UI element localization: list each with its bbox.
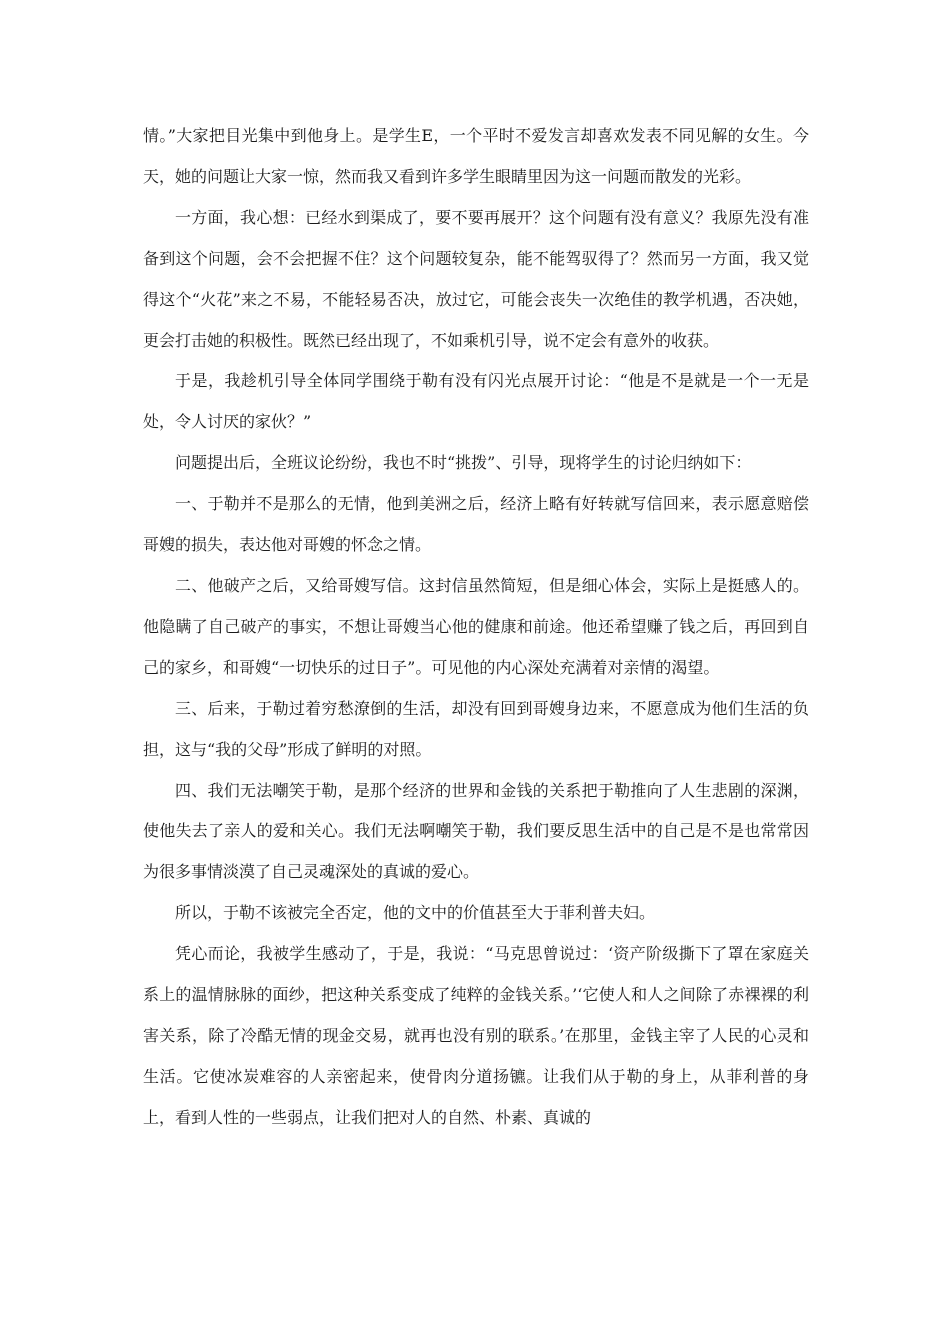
paragraph: 一方面，我心想：已经水到渠成了，要不要再展开？这个问题有没有意义？我原先没有准备到这个问题，会不会把握不住？这个问题较复杂，能不能驾驭得了？然而另一方面，我又觉得这个“火花”来之不易，不能轻易否决，放过它，可能会丧失一次绝佳的教学机遇，否决她，更会打击她的积极性。既然已经出现了，不如乘机引导，说不定会有意外的收获。 — [143, 207, 809, 350]
paragraph: 四、我们无法嘲笑于勒，是那个经济的世界和金钱的关系把于勒推向了人生悲剧的深渊，使他失去了亲人的爱和关心。我们无法啊嘲笑于勒，我们要反思生活中的自己是不是也常常因为很多事情淡漠了自己灵魂深处的真诚的爱心。 — [143, 780, 809, 882]
paragraph: 情。”大家把目光集中到他身上。是学生E，一个平时不爱发言却喜欢发表不同见解的女生。今天，她的问题让大家一惊，然而我又看到许多学生眼睛里因为这一问题而散发的光彩。 — [143, 126, 809, 186]
document-page — [143, 116, 809, 1139]
paragraph: 一、于勒并不是那么的无情，他到美洲之后，经济上略有好转就写信回来，表示愿意赔偿哥嫂的损失，表达他对哥嫂的怀念之情。 — [143, 494, 809, 555]
paragraph: 凭心而论，我被学生感动了，于是，我说：“马克思曾说过：‘资产阶级撕下了罩在家庭关系上的温情脉脉的面纱，把这种关系变成了纯粹的金钱关系。’‘它使人和人之间除了赤裸裸的利害关系，除了冷酷无情的现金交易，就再也没有别的联系。’在那里，金钱主宰了人民的心灵和生活。它使冰炭难容的人亲密起来，使骨肉分道扬镳。让我们从于勒的身上，从菲利普的身上，看到人性的一些弱点，让我们把对人的自然、朴素、真诚的 — [143, 944, 809, 1127]
paragraph: 二、他破产之后，又给哥嫂写信。这封信虽然简短，但是细心体会，实际上是挺感人的。他隐瞒了自己破产的事实，不想让哥嫂当心他的健康和前途。他还希望赚了钱之后，再回到自己的家乡，和哥嫂“一切快乐的过日子”。可见他的内心深处充满着对亲情的渴望。 — [143, 575, 809, 677]
paragraph: 于是，我趁机引导全体同学围绕于勒有没有闪光点展开讨论：“他是不是就是一个一无是处，令人讨厌的家伙？” — [143, 371, 809, 432]
paragraph: 三、后来，于勒过着穷愁潦倒的生活，却没有回到哥嫂身边来，不愿意成为他们生活的负担，这与“我的父母”形成了鲜明的对照。 — [143, 698, 809, 759]
paragraph: 所以，于勒不该被完全否定，他的文中的价值甚至大于菲利普夫妇。 — [175, 903, 656, 923]
paragraph: 问题提出后，全班议论纷纷，我也不时“挑拨”、引导，现将学生的讨论归纳如下： — [175, 453, 752, 473]
